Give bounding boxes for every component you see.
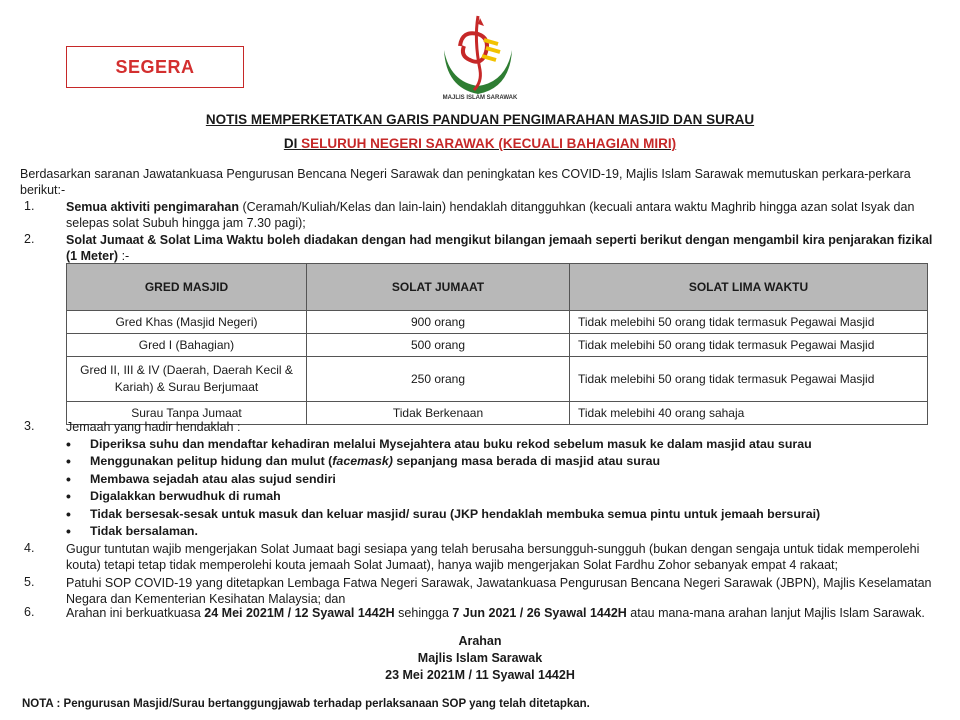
bullet-text: sepanjang masa berada di masjid atau surau	[392, 454, 661, 469]
item-6	[66, 605, 946, 621]
item-2-text: :-	[118, 249, 130, 263]
table-cell: Gred II, III & IV (Daerah, Daerah Kecil & Kariah) & Surau Berjumaat	[67, 357, 307, 402]
list-item	[66, 453, 936, 470]
signoff-date: 23 Mei 2021M / 11 Syawal 1442H	[385, 668, 575, 682]
notice-title: NOTIS MEMPERKETATKAN GARIS PANDUAN PENGIMARAHAN MASJID DAN SURAU	[205, 112, 755, 127]
table-cell: Tidak melebihi 40 orang sahaja	[570, 402, 928, 425]
item-6-text: Arahan ini berkuatkuasa	[66, 606, 205, 620]
table-row	[67, 311, 928, 334]
table-cell: 900 orang	[307, 311, 570, 334]
table-cell: Gred I (Bahagian)	[67, 334, 307, 357]
item-1	[66, 199, 946, 231]
item-number: 3.	[24, 419, 35, 433]
table-cell: Tidak Berkenaan	[307, 402, 570, 425]
subtitle-region: SELURUH NEGERI SARAWAK (KECUALI BAHAGIAN MIRI)	[301, 136, 677, 151]
item-2	[66, 232, 946, 264]
item-5: Patuhi SOP COVID-19 yang ditetapkan Lembaga Fatwa Negeri Sarawak, Jawatankuasa Pengurusan Bencana Negeri Sarawak (JBPN), Majlis Keselamatan Negara dan Kementerian Kesihatan Malaysia; dan	[66, 576, 932, 606]
list-item: • Tidak bersalaman.	[66, 523, 936, 540]
table-cell: Gred Khas (Masjid Negeri)	[67, 311, 307, 334]
logo-caption: MAJLIS ISLAM SARAWAK	[442, 95, 518, 101]
urgent-badge: SEGERA	[66, 46, 244, 88]
notice-subtitle	[0, 136, 960, 151]
item-6-text: sehingga	[394, 606, 453, 620]
signoff-issuer: Majlis Islam Sarawak	[417, 651, 543, 665]
footnote: NOTA : Pengurusan Masjid/Surau bertanggungjawab terhadap perlaksanaan SOP yang telah ditetapkan.	[22, 698, 590, 710]
table-cell: 500 orang	[307, 334, 570, 357]
bullet-italic: facemask)	[332, 454, 393, 469]
majlis-islam-sarawak-logo	[438, 10, 518, 106]
requirements-list	[66, 436, 936, 540]
item-number: 5.	[24, 575, 35, 589]
attendance-limit-table	[66, 263, 928, 425]
list-item: • Diperiksa suhu dan mendaftar kehadiran melalui Mysejahtera atau buku rekod sebelum masuk ke dalam masjid atau surau	[66, 436, 936, 453]
item-2-bold: Solat Jumaat & Solat Lima Waktu boleh diadakan dengan had mengikut bilangan jemaah seperti berikut dengan mengambil kira penjarakan fizikal (1 Meter)	[66, 233, 933, 263]
subtitle-prefix: DI	[283, 136, 302, 151]
table-cell: 250 orang	[307, 357, 570, 402]
table-cell: Tidak melebihi 50 orang tidak termasuk Pegawai Masjid	[570, 357, 928, 402]
intro-paragraph: Berdasarkan saranan Jawatankuasa Pengurusan Bencana Negeri Sarawak dan peningkatan kes COVID-19, Majlis Islam Sarawak memutuskan perkara-perkara berikut:-	[20, 167, 911, 197]
item-number: 6.	[24, 605, 35, 619]
table-header: SOLAT LIMA WAKTU	[570, 264, 928, 311]
item-1-text: (Ceramah/Kuliah/Kelas dan lain-lain) hendaklah ditangguhkan (kecuali antara waktu Maghrib hingga azan solat Isyak dan selepas solat Subuh hingga jam 7.30 pagi);	[66, 200, 915, 230]
list-item: • Digalakkan berwudhuk di rumah	[66, 488, 936, 505]
item-3: Jemaah yang hadir hendaklah :	[66, 420, 241, 434]
table-header: GRED MASJID	[67, 264, 307, 311]
table-cell: Surau Tanpa Jumaat	[67, 402, 307, 425]
end-date: 7 Jun 2021 / 26 Syawal 1442H	[452, 606, 627, 620]
item-4: Gugur tuntutan wajib mengerjakan Solat Jumaat bagi sesiapa yang telah berusaha bersungguh-sungguh (bukan dengan sengaja untuk tidak memperolehi kouta) tetapi tetap tidak memperolehi kouta jemaah Solat Jumaat), hanya wajib mengerjakan Solat Fardhu Zohor sebanyak empat 4 rakaat;	[66, 542, 920, 572]
table-cell: Tidak melebihi 50 orang tidak termasuk Pegawai Masjid	[570, 334, 928, 357]
bullet-text: Menggunakan pelitup hidung dan mulut (	[90, 454, 333, 469]
table-cell: Tidak melebihi 50 orang tidak termasuk Pegawai Masjid	[570, 311, 928, 334]
table-row	[67, 357, 928, 402]
table-row	[67, 334, 928, 357]
list-item: • Membawa sejadah atau alas sujud sendiri	[66, 471, 936, 488]
item-number: 4.	[24, 541, 35, 555]
table-header: SOLAT JUMAAT	[307, 264, 570, 311]
start-date: 24 Mei 2021M / 12 Syawal 1442H	[204, 606, 395, 620]
item-number: 1.	[24, 199, 35, 213]
signoff-heading: Arahan	[458, 634, 502, 648]
item-6-text: atau mana-mana arahan lanjut Majlis Islam Sarawak.	[626, 606, 925, 620]
list-item: • Tidak bersesak-sesak untuk masuk dan keluar masjid/ surau (JKP hendaklah membuka semua pintu untuk jemaah bersurai)	[66, 506, 936, 523]
item-1-bold: Semua aktiviti pengimarahan	[66, 200, 239, 214]
item-number: 2.	[24, 232, 35, 246]
